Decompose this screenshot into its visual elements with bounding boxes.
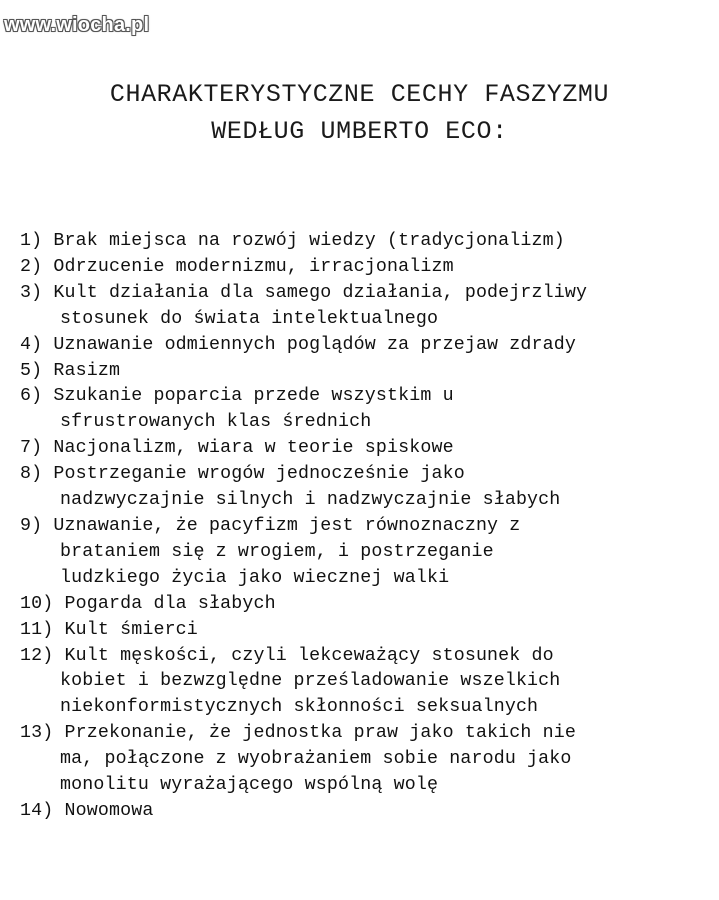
list-item-continuation: ludzkiego życia jako wiecznej walki — [60, 567, 450, 588]
list-item — [20, 462, 710, 514]
list-item — [20, 229, 710, 255]
list-item-text: 3) Kult działania dla samego działania, podejrzliwy — [20, 282, 588, 303]
list-item — [20, 721, 710, 799]
fascism-traits-list — [20, 229, 710, 825]
list-item-continuation: stosunek do świata intelektualnego — [60, 308, 439, 329]
list-item-text: 13) Przekonanie, że jednostka praw jako takich nie — [20, 723, 577, 744]
list-item-text: 7) Nacjonalizm, wiara w teorie spiskowe — [20, 438, 454, 459]
list-item-continuation: niekonformistycznych skłonności seksualnych — [60, 697, 539, 718]
list-item — [20, 514, 710, 592]
list-item — [20, 644, 710, 722]
list-item — [20, 618, 710, 644]
list-item — [20, 255, 710, 281]
page-title-line-1: CHARAKTERYSTYCZNE CECHY FASZYZMU — [109, 80, 610, 109]
site-watermark: www.wiocha.pl — [4, 14, 150, 36]
list-item-text: 12) Kult męskości, czyli lekceważący stosunek do — [20, 645, 554, 666]
list-item — [20, 333, 710, 359]
page-title-line-2: WEDŁUG UMBERTO ECO: — [211, 117, 508, 146]
list-item-text: 14) Nowomowa — [20, 800, 154, 821]
list-item-text: 4) Uznawanie odmiennych poglądów za przejaw zdrady — [20, 334, 577, 355]
list-item-text: 9) Uznawanie, że pacyfizm jest równoznaczny z — [20, 515, 521, 536]
list-item-text: 11) Kult śmierci — [20, 619, 198, 640]
list-item-text: 6) Szukanie poparcia przede wszystkim u — [20, 386, 454, 407]
list-item-continuation: kobiet i bezwzględne prześladowanie wszelkich — [60, 671, 561, 692]
list-item-text: 8) Postrzeganie wrogów jednocześnie jako — [20, 464, 465, 485]
list-item — [20, 359, 710, 385]
list-item-text: 1) Brak miejsca na rozwój wiedzy (tradycjonalizm) — [20, 231, 565, 251]
list-item-continuation: ma, połączone z wyobrażaniem sobie narodu jako — [60, 749, 572, 770]
list-item — [20, 281, 710, 333]
list-item-continuation: sfrustrowanych klas średnich — [60, 412, 372, 433]
list-item — [20, 799, 710, 825]
list-item-continuation: nadzwyczajnie silnych i nadzwyczajnie słabych — [60, 490, 561, 511]
list-item-text: 5) Rasizm — [20, 360, 121, 381]
list-item-text: 2) Odrzucenie modernizmu, irracjonalizm — [20, 256, 454, 277]
list-item — [20, 436, 710, 462]
list-item — [20, 384, 710, 436]
list-item-continuation: monolitu wyrażającego wspólną wolę — [60, 775, 439, 796]
list-item-text: 10) Pogarda dla słabych — [20, 593, 276, 614]
list-item — [20, 592, 710, 618]
list-item-continuation: brataniem się z wrogiem, i postrzeganie — [60, 541, 494, 562]
